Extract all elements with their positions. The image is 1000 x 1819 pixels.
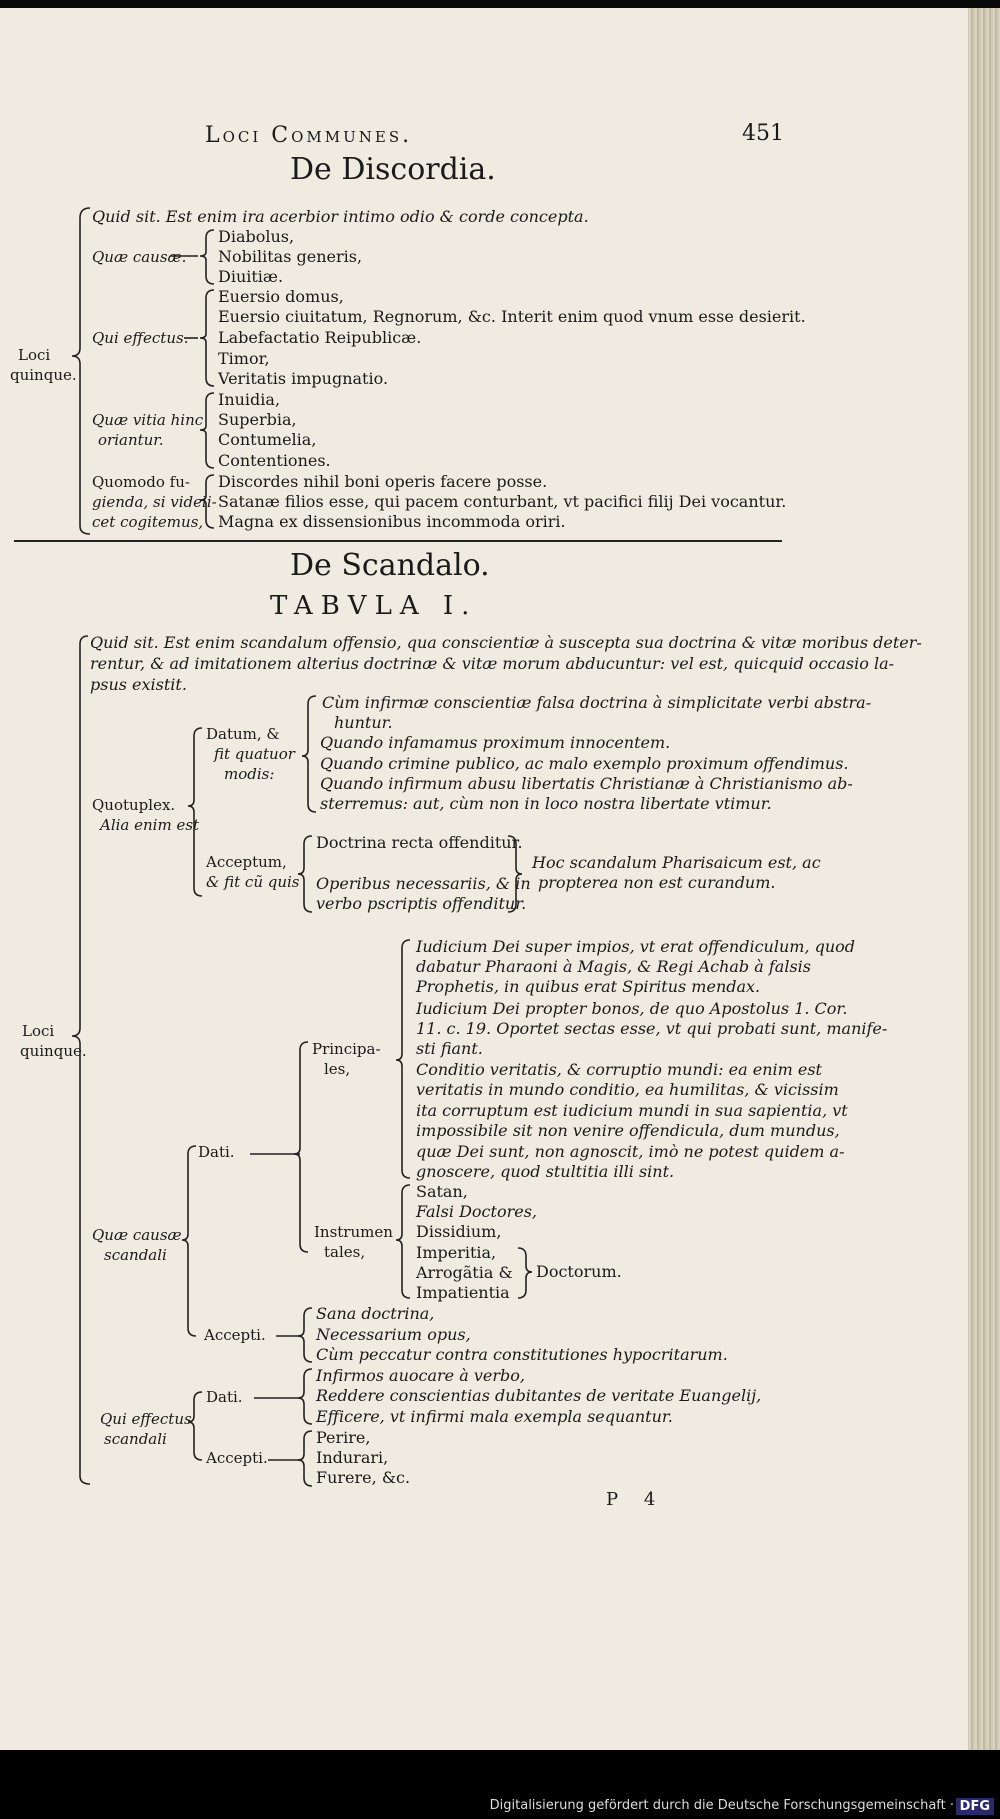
acceptum-item: Operibus necessariis, & in — [316, 874, 531, 893]
tabula-heading: TABVLA I. — [270, 591, 478, 621]
fugienda-item: Satanæ filios esse, qui pacem conturbant, vt pacifici filij Dei vocantur. — [218, 492, 787, 511]
footer-credit: Digitalisierung gefördert durch die Deutsche Forschungsgemeinschaft · — [489, 1798, 954, 1813]
discordia-effectus-label: Qui effectus. — [92, 329, 189, 347]
vitia-item: Contentiones. — [218, 451, 331, 470]
datum-label: fit quatuor — [214, 745, 295, 763]
acceptum-item: Doctrina recta offenditur. — [316, 833, 523, 852]
causae-scandali-label: Quæ causæ — [92, 1226, 182, 1244]
eff-dati-item: Efficere, vt infirmi mala exempla sequantur. — [316, 1407, 673, 1426]
quotuplex-label: Alia enim est — [100, 816, 200, 834]
datum-item: Cùm infirmæ conscientiæ falsa doctrina à simplicitate verbi abstra- — [322, 693, 872, 712]
scandalo-quid: psus existit. — [90, 675, 187, 694]
principales-item: Prophetis, in quibus erat Spiritus mendax. — [416, 977, 761, 996]
principales-label: les, — [324, 1060, 351, 1078]
discordia-quid: Quid sit. Est enim ira acerbior intimo odio & corde concepta. — [92, 207, 589, 226]
principales-item: Iudicium Dei super impios, vt erat offendiculum, quod — [416, 937, 856, 956]
book-page — [0, 8, 968, 1750]
discordia-quinque-label: quinque. — [10, 366, 77, 384]
instrumentales-label: tales, — [324, 1243, 366, 1261]
principales-item: veritatis in mundo conditio, ea humilitas, & vicissim — [416, 1080, 839, 1099]
effectus-scandali-label: Qui effectus — [100, 1410, 192, 1428]
discordia-vitia-label: oriantur. — [98, 431, 164, 449]
tree-brackets — [0, 8, 968, 1750]
signature-mark: P 4 — [606, 1489, 666, 1510]
eff-dati-item: Reddere conscientias dubitantes de veritate Euangelij, — [316, 1386, 762, 1405]
datum-label: modis: — [224, 765, 275, 783]
instrumentales-item: Impatientia — [416, 1283, 510, 1302]
instrumentales-item: Falsi Doctores, — [416, 1202, 537, 1221]
fugienda-item: Discordes nihil boni operis facere posse. — [218, 472, 548, 491]
causae-item: Diuitiæ. — [218, 267, 284, 286]
eff-dati-item: Infirmos auocare à verbo, — [316, 1366, 525, 1385]
scandalo-loci-label: Loci — [22, 1022, 55, 1040]
vitia-item: Contumelia, — [218, 430, 317, 449]
instrumentales-label: Instrumen — [314, 1223, 393, 1241]
principales-item: ita corruptum est iudicium mundi in sua sapientia, vt — [416, 1101, 848, 1120]
eff-dati-label: Dati. — [206, 1388, 243, 1406]
discordia-fugienda-label: Quomodo fu- — [92, 473, 190, 491]
vitia-item: Inuidia, — [218, 390, 281, 409]
running-head: Loci Communes. — [205, 123, 413, 148]
principales-item: Iudicium Dei propter bonos, de quo Apostolus 1. Cor. — [416, 999, 848, 1018]
principales-item: 11. c. 19. Oportet sectas esse, vt qui probati sunt, manife- — [416, 1019, 888, 1038]
discordia-vitia-label: Quæ vitia hinc — [92, 411, 204, 429]
principales-item: gnoscere, quod stultitia illi sint. — [416, 1162, 675, 1181]
accepti-item: Necessarium opus, — [316, 1325, 471, 1344]
scandalo-quid: Quid sit. Est enim scandalum offensio, qua conscientiæ à suscepta sua doctrina & vitæ moribus deter- — [90, 633, 922, 652]
effectus-item: Euersio domus, — [218, 287, 344, 306]
accepti-label: Accepti. — [204, 1326, 266, 1344]
dati-label: Dati. — [198, 1143, 235, 1161]
datum-label: Datum, & — [206, 725, 280, 743]
acceptum-note: Hoc scandalum Pharisaicum est, ac — [532, 853, 821, 872]
eff-accepti-item: Indurari, — [316, 1448, 389, 1467]
acceptum-item: verbo pscriptis offenditur. — [316, 894, 527, 913]
causae-item: Nobilitas generis, — [218, 247, 363, 266]
principales-item: Conditio veritatis, & corruptio mundi: ea enim est — [416, 1060, 822, 1079]
accepti-item: Sana doctrina, — [316, 1304, 435, 1323]
accepti-item: Cùm peccatur contra constitutiones hypocritarum. — [316, 1345, 728, 1364]
scandalo-quid: rentur, & ad imitationem alterius doctrinæ & vitæ morum abducuntur: vel est, quicquid occasio la- — [90, 654, 895, 673]
eff-accepti-label: Accepti. — [206, 1449, 268, 1467]
footer-bar — [0, 1750, 1000, 1819]
datum-item: Quando infamamus proximum innocentem. — [320, 733, 671, 752]
section-title-scandalo: De Scandalo. — [290, 548, 490, 583]
datum-item: Quando crimine publico, ac malo exemplo proximum offendimus. — [320, 754, 849, 773]
section-title-discordia: De Discordia. — [290, 152, 496, 187]
effectus-item: Veritatis impugnatio. — [218, 369, 389, 388]
effectus-item: Labefactatio Reipublicæ. — [218, 328, 422, 347]
instrumentales-item: Imperitia, — [416, 1243, 497, 1262]
datum-item: sterremus: aut, cùm non in loco nostra libertate vtimur. — [320, 794, 772, 813]
discordia-loci-label: Loci — [18, 346, 51, 364]
instrumentales-item: Arrogãtia & — [416, 1263, 513, 1282]
acceptum-note: propterea non est curandum. — [538, 873, 776, 892]
vitia-item: Superbia, — [218, 410, 297, 429]
eff-accepti-item: Perire, — [316, 1428, 371, 1447]
effectus-item: Euersio ciuitatum, Regnorum, &c. Interit enim quod vnum esse desierit. — [218, 307, 806, 326]
scandalo-quinque-label: quinque. — [20, 1042, 87, 1060]
principales-label: Principa- — [312, 1040, 381, 1058]
principales-item: quæ Dei sunt, non agnoscit, imò ne potest quidem a- — [416, 1142, 845, 1161]
instrumentales-item: Dissidium, — [416, 1222, 502, 1241]
page-edge — [968, 8, 1000, 1750]
acceptum-label: Acceptum, — [206, 853, 287, 871]
datum-item: huntur. — [334, 713, 393, 732]
discordia-fugienda-label: cet cogitemus, — [92, 513, 204, 531]
causae-item: Diabolus, — [218, 227, 295, 246]
fugienda-item: Magna ex dissensionibus incommoda oriri. — [218, 512, 566, 531]
principales-item: dabatur Pharaoni à Magis, & Regi Achab à falsis — [416, 957, 811, 976]
doctorum-label: Doctorum. — [536, 1262, 622, 1281]
discordia-causae-label: Quæ causæ. — [92, 248, 187, 266]
acceptum-label: & fit cũ quis — [206, 873, 300, 891]
principales-item: sti fiant. — [416, 1039, 483, 1058]
principales-item: impossibile sit non venire offendicula, dum mundus, — [416, 1121, 840, 1140]
quotuplex-label: Quotuplex. — [92, 796, 176, 814]
discordia-fugienda-label: gienda, si videli- — [92, 493, 217, 511]
dfg-logo: DFG — [956, 1798, 994, 1815]
effectus-item: Timor, — [218, 349, 270, 368]
eff-accepti-item: Furere, &c. — [316, 1468, 411, 1487]
causae-scandali-label: scandali — [104, 1246, 167, 1264]
datum-item: Quando infirmum abusu libertatis Christianæ à Christianismo ab- — [320, 774, 853, 793]
effectus-scandali-label: scandali — [104, 1430, 167, 1448]
instrumentales-item: Satan, — [416, 1182, 468, 1201]
page-number: 451 — [742, 121, 784, 146]
